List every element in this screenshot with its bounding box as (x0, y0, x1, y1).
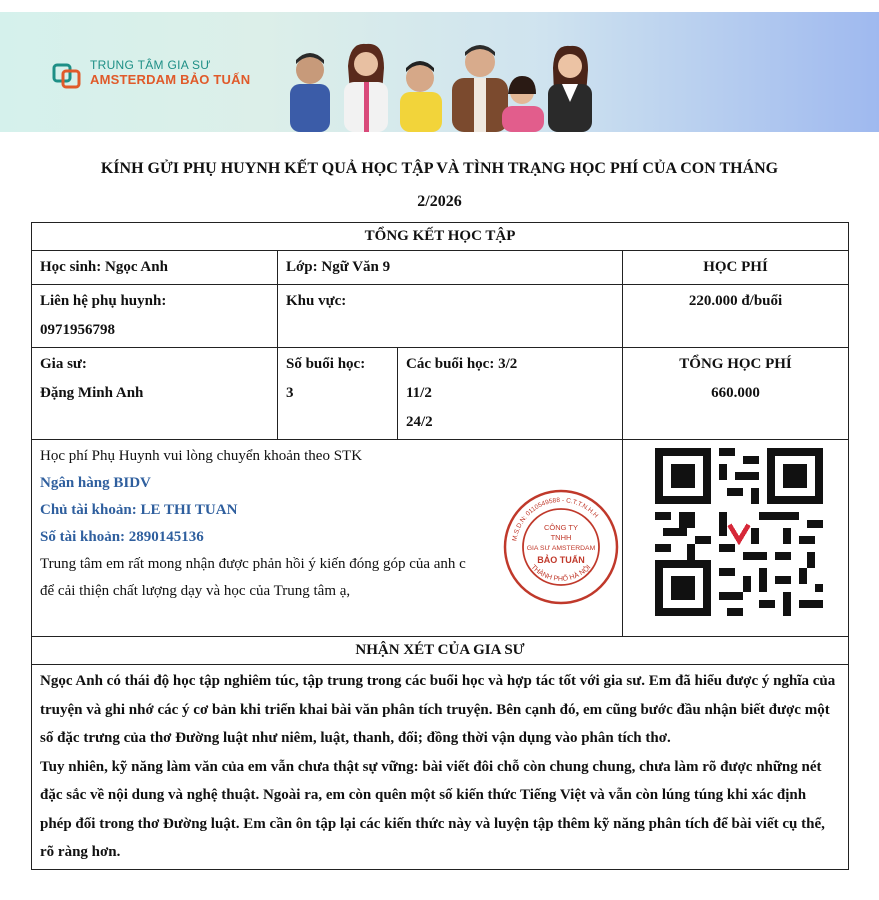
parent-contact-cell (32, 285, 278, 348)
tutors-and-students-photo (270, 32, 610, 132)
comments-heading-row (32, 637, 849, 665)
qr-code-cell (623, 440, 849, 637)
comment-paragraph-1: Ngọc Anh có thái độ học tập nghiêm túc, tập trung trong các buổi học và hợp tác tốt với gia sư. Em đã hiểu được ý nghĩa của truyện và ghi nhớ các ý cơ bản khi triển khai bài văn phân tích truyện. Bên cạnh đó, em cũng bước đầu nhận biết được một số đặc trưng của thơ Đường luật như niêm, luật, thanh, đối; đồng thời vận dụng vào phân tích thơ. (40, 673, 836, 746)
svg-text:GIA SƯ AMSTERDAM: GIA SƯ AMSTERDAM (526, 545, 596, 552)
tutor-comments-cell (32, 665, 849, 870)
report-table (31, 222, 849, 870)
bank-name: Ngân hàng BIDV (40, 475, 151, 491)
payment-instruction: Học phí Phụ Huynh vui lòng chuyển khoản theo STK (40, 448, 363, 464)
brand-line-1: TRUNG TÂM GIA SƯ (90, 58, 211, 72)
session-dates-cell (398, 348, 623, 440)
svg-text:CÔNG TY: CÔNG TY (543, 523, 579, 532)
session-dates-label: Các buổi học: 3/2 (406, 356, 518, 372)
header-banner (0, 12, 879, 132)
student-row (32, 251, 849, 285)
brand-logo-icon (52, 62, 82, 90)
summary-heading-row (32, 223, 849, 251)
account-number: Số tài khoản: 2890145136 (40, 529, 204, 545)
payment-row (32, 440, 849, 637)
session-date-2: 11/2 (406, 385, 432, 401)
report-title-line-2: 2/2026 (417, 193, 462, 210)
tutor-name: Đặng Minh Anh (40, 385, 144, 401)
sessions-cell (278, 348, 398, 440)
summary-heading: TỔNG KẾT HỌC TẬP (32, 223, 849, 251)
payment-info-cell (32, 440, 623, 637)
feedback-request-line-2: để cải thiện chất lượng dạy và học của Trung tâm ạ, (40, 583, 351, 599)
account-holder: Chủ tài khoản: LE THI TUAN (40, 502, 238, 518)
tutor-cell (32, 348, 278, 440)
total-fee-heading: TỔNG HỌC PHÍ (679, 356, 792, 372)
tutor-row (32, 348, 849, 440)
brand-line-2: AMSTERDAM BẢO TUẤN (90, 72, 251, 87)
session-date-3: 24/2 (406, 414, 433, 430)
comment-paragraph-2: Tuy nhiên, kỹ năng làm văn của em vẫn chưa thật sự vững: bài viết đôi chỗ còn chung chung, chưa làm rõ được những nét đặc sắc về nội dung và nghệ thuật. Ngoài ra, em còn quên một số kiến thức Tiếng Việt và vẫn còn lúng túng khi xác định phép đối trong thơ Đường luật. Em cần ôn tập lại các kiến thức này và luyện tập thêm kỹ năng phân tích để bài viết cụ thể, rõ ràng hơn. (40, 758, 825, 860)
total-fee-cell (623, 348, 849, 440)
parent-phone: 0971956798 (40, 322, 115, 338)
qr-code[interactable] (655, 448, 823, 616)
tutor-label: Gia sư: (40, 356, 87, 372)
area-label: Khu vực: (278, 285, 623, 348)
svg-text:THÀNH PHỐ HÀ NỘI: THÀNH PHỐ HÀ NỘI (529, 563, 593, 583)
report-title-line-1: KÍNH GỬI PHỤ HUYNH KẾT QUẢ HỌC TẬP VÀ TÌNH TRẠNG HỌC PHÍ CỦA CON THÁNG (100, 160, 779, 177)
feedback-request-line-1: Trung tâm em rất mong nhận được phản hồi ý kiến đóng góp của anh c (40, 556, 466, 572)
comments-heading: NHẬN XÉT CỦA GIA SƯ (32, 637, 849, 665)
sessions-count: 3 (286, 385, 294, 401)
sessions-label: Số buổi học: (286, 356, 366, 372)
svg-text:TNHH: TNHH (550, 533, 572, 542)
brand-name (90, 58, 250, 88)
svg-text:BẢO TUẤN: BẢO TUẤN (537, 555, 585, 565)
fee-per-session: 220.000 đ/buổi (623, 285, 849, 348)
fee-heading: HỌC PHÍ (623, 251, 849, 285)
contact-row (32, 285, 849, 348)
total-fee-value: 660.000 (711, 385, 760, 401)
student-name: Học sinh: Ngọc Anh (32, 251, 278, 285)
company-seal-stamp (502, 488, 620, 606)
class-name: Lớp: Ngữ Văn 9 (278, 251, 623, 285)
parent-contact-label: Liên hệ phụ huynh: (40, 293, 167, 309)
svg-text:M.S.D.N: 0110549588 - C.T.T.N.: M.S.D.N: 0110549588 - C.T.T.N.H.H (511, 496, 600, 542)
comments-row (32, 665, 849, 870)
